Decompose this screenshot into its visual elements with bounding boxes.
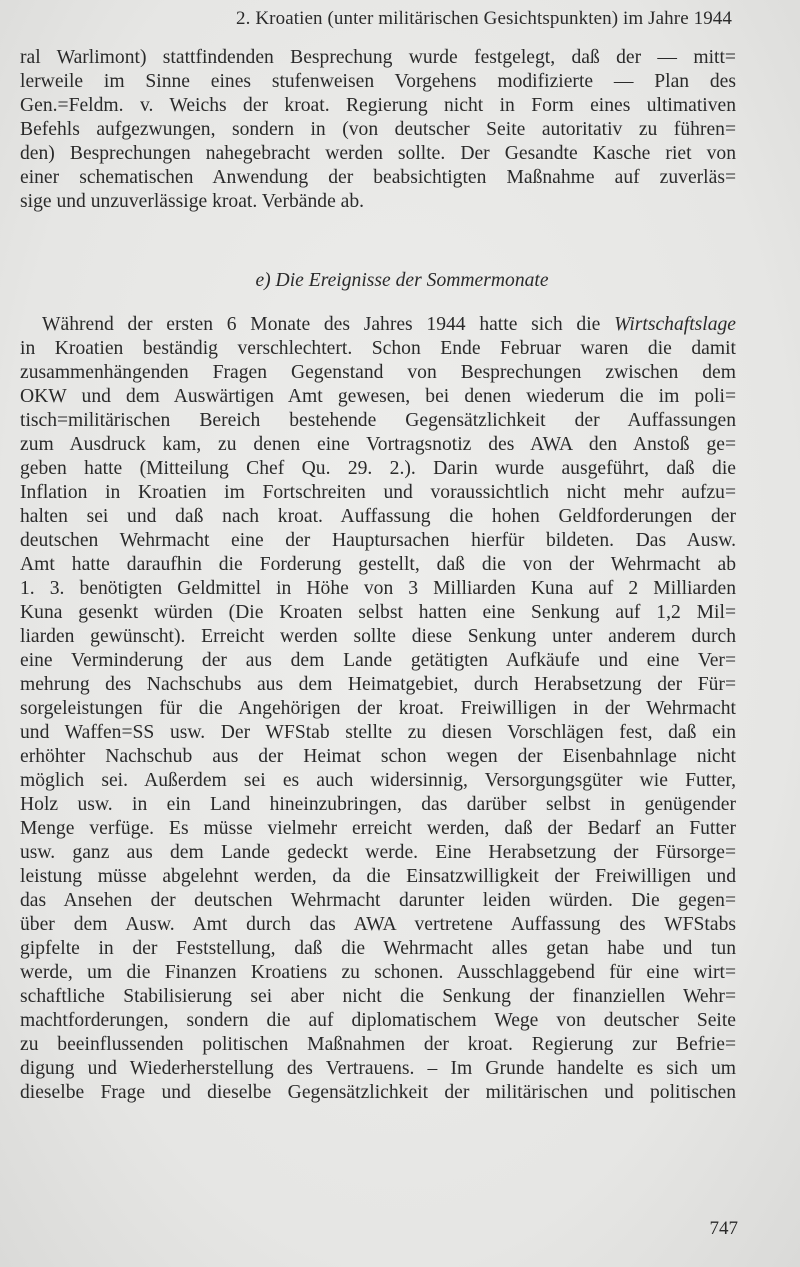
paragraph-1 bbox=[20, 46, 736, 214]
text-line: sorgeleistungen für die Angehörigen der kroat. Freiwilligen in der Wehrmacht bbox=[20, 698, 736, 719]
text-line: machtforderungen, sondern die auf diplomatischem Wege von deutscher Seite bbox=[20, 1010, 736, 1031]
text-line: leistung müsse abgelehnt werden, da die Einsatzwilligkeit der Freiwilligen und bbox=[20, 866, 736, 887]
text-line: lerweile im Sinne eines stufenweisen Vorgehens modifizierte — Plan des bbox=[20, 71, 736, 92]
text-line: halten sei und daß nach kroat. Auffassung die hohen Geldforderungen der bbox=[20, 506, 736, 527]
text-line: liarden gewünscht). Erreicht werden sollte diese Senkung unter anderem durch bbox=[20, 626, 736, 647]
text-line: über dem Ausw. Amt durch das AWA vertretene Auffassung des WFStabs bbox=[20, 914, 736, 935]
text-line: in Kroatien beständig verschlechtert. Schon Ende Februar waren die damit bbox=[20, 338, 736, 359]
text-line: mehrung des Nachschubs aus dem Heimatgebiet, durch Herabsetzung der Für= bbox=[20, 674, 736, 695]
text-line: tisch=militärischen Bereich bestehende Gegensätzlichkeit der Auffassungen bbox=[20, 410, 736, 431]
text-line: das Ansehen der deutschen Wehrmacht darunter leiden würden. Die gegen= bbox=[20, 890, 736, 911]
text-line-first bbox=[20, 313, 736, 337]
text-line: deutschen Wehrmacht eine der Hauptursachen hierfür bildeten. Das Ausw. bbox=[20, 530, 736, 551]
text-line: sige und unzuverlässige kroat. Verbände ab. bbox=[20, 191, 365, 212]
text-line: digung und Wiederherstellung des Vertrauens. – Im Grunde handelte es sich um bbox=[20, 1058, 736, 1079]
text-line: Kuna gesenkt würden (Die Kroaten selbst hatten eine Senkung auf 1,2 Mil= bbox=[20, 602, 736, 623]
text-line: ral Warlimont) stattfindenden Besprechung wurde festgelegt, daß der — mitt= bbox=[20, 47, 736, 68]
text-line: gipfelte in der Feststellung, daß die Wehrmacht alles getan habe und tun bbox=[20, 938, 736, 959]
running-head: 2. Kroatien (unter militärischen Gesichtspunkten) im Jahre 1944 bbox=[236, 8, 732, 29]
text-line: OKW und dem Auswärtigen Amt gewesen, bei denen wiederum die im poli= bbox=[20, 386, 736, 407]
text-line: schaftliche Stabilisierung sei aber nicht die Senkung der finanziellen Wehr= bbox=[20, 986, 736, 1007]
text-line: eine Verminderung der aus dem Lande getätigten Aufkäufe und eine Ver= bbox=[20, 650, 736, 671]
paragraph-2 bbox=[20, 313, 736, 1105]
text-line: Inflation in Kroatien im Fortschreiten und voraussichtlich nicht mehr aufzu= bbox=[20, 482, 736, 503]
text-line: und Waffen=SS usw. Der WFStab stellte zu diesen Vorschlägen fest, daß ein bbox=[20, 722, 736, 743]
text-line: Menge verfüge. Es müsse vielmehr erreicht werden, daß der Bedarf an Futter bbox=[20, 818, 736, 839]
text-line: usw. ganz aus dem Lande gedeckt werde. Eine Herabsetzung der Fürsorge= bbox=[20, 842, 736, 863]
text-line: Amt hatte daraufhin die Forderung gestellt, daß die von der Wehrmacht ab bbox=[20, 554, 736, 575]
text-span: Während der ersten 6 Monate des Jahres 1944 hatte sich die bbox=[42, 314, 615, 335]
text-line: erhöhter Nachschub aus der Heimat schon wegen der Eisenbahnlage nicht bbox=[20, 746, 736, 767]
text-line: zusammenhängenden Fragen Gegenstand von Besprechungen zwischen dem bbox=[20, 362, 736, 383]
text-line: den) Besprechungen nahegebracht werden sollte. Der Gesandte Kasche riet von bbox=[20, 143, 736, 164]
text-line: werde, um die Finanzen Kroatiens zu schonen. Ausschlaggebend für eine wirt= bbox=[20, 962, 736, 983]
text-line: Befehls aufgezwungen, sondern in (von deutscher Seite autoritativ zu führen= bbox=[20, 119, 736, 140]
page-number: 747 bbox=[709, 1218, 738, 1239]
section-heading bbox=[0, 270, 800, 292]
text-line: geben hatte (Mitteilung Chef Qu. 29. 2.). Darin wurde ausgeführt, daß die bbox=[20, 458, 736, 479]
text-line: Holz usw. in ein Land hineinzubringen, das darüber selbst in genügender bbox=[20, 794, 736, 815]
text-line: möglich sei. Außerdem sei es auch widersinnig, Versorgungsgüter wie Futter, bbox=[20, 770, 736, 791]
text-line: 1. 3. benötigten Geldmittel in Höhe von 3 Milliarden Kuna auf 2 Milliarden bbox=[20, 578, 736, 599]
text-line: Gen.=Feldm. v. Weichs der kroat. Regierung nicht in Form eines ultimativen bbox=[20, 95, 736, 116]
italic-term: Wirtschaftslage bbox=[614, 314, 736, 335]
section-heading-text: e) Die Ereignisse der Sommermonate bbox=[255, 270, 549, 291]
text-line: zu beeinflussenden politischen Maßnahmen der kroat. Regierung zur Befrie= bbox=[20, 1034, 736, 1055]
text-line: einer schematischen Anwendung der beabsichtigten Maßnahme auf zuverläs= bbox=[20, 167, 736, 188]
text-line: zum Ausdruck kam, zu denen eine Vortragsnotiz des AWA den Anstoß ge= bbox=[20, 434, 736, 455]
text-line: dieselbe Frage und dieselbe Gegensätzlichkeit der militärischen und politischen bbox=[20, 1082, 736, 1103]
